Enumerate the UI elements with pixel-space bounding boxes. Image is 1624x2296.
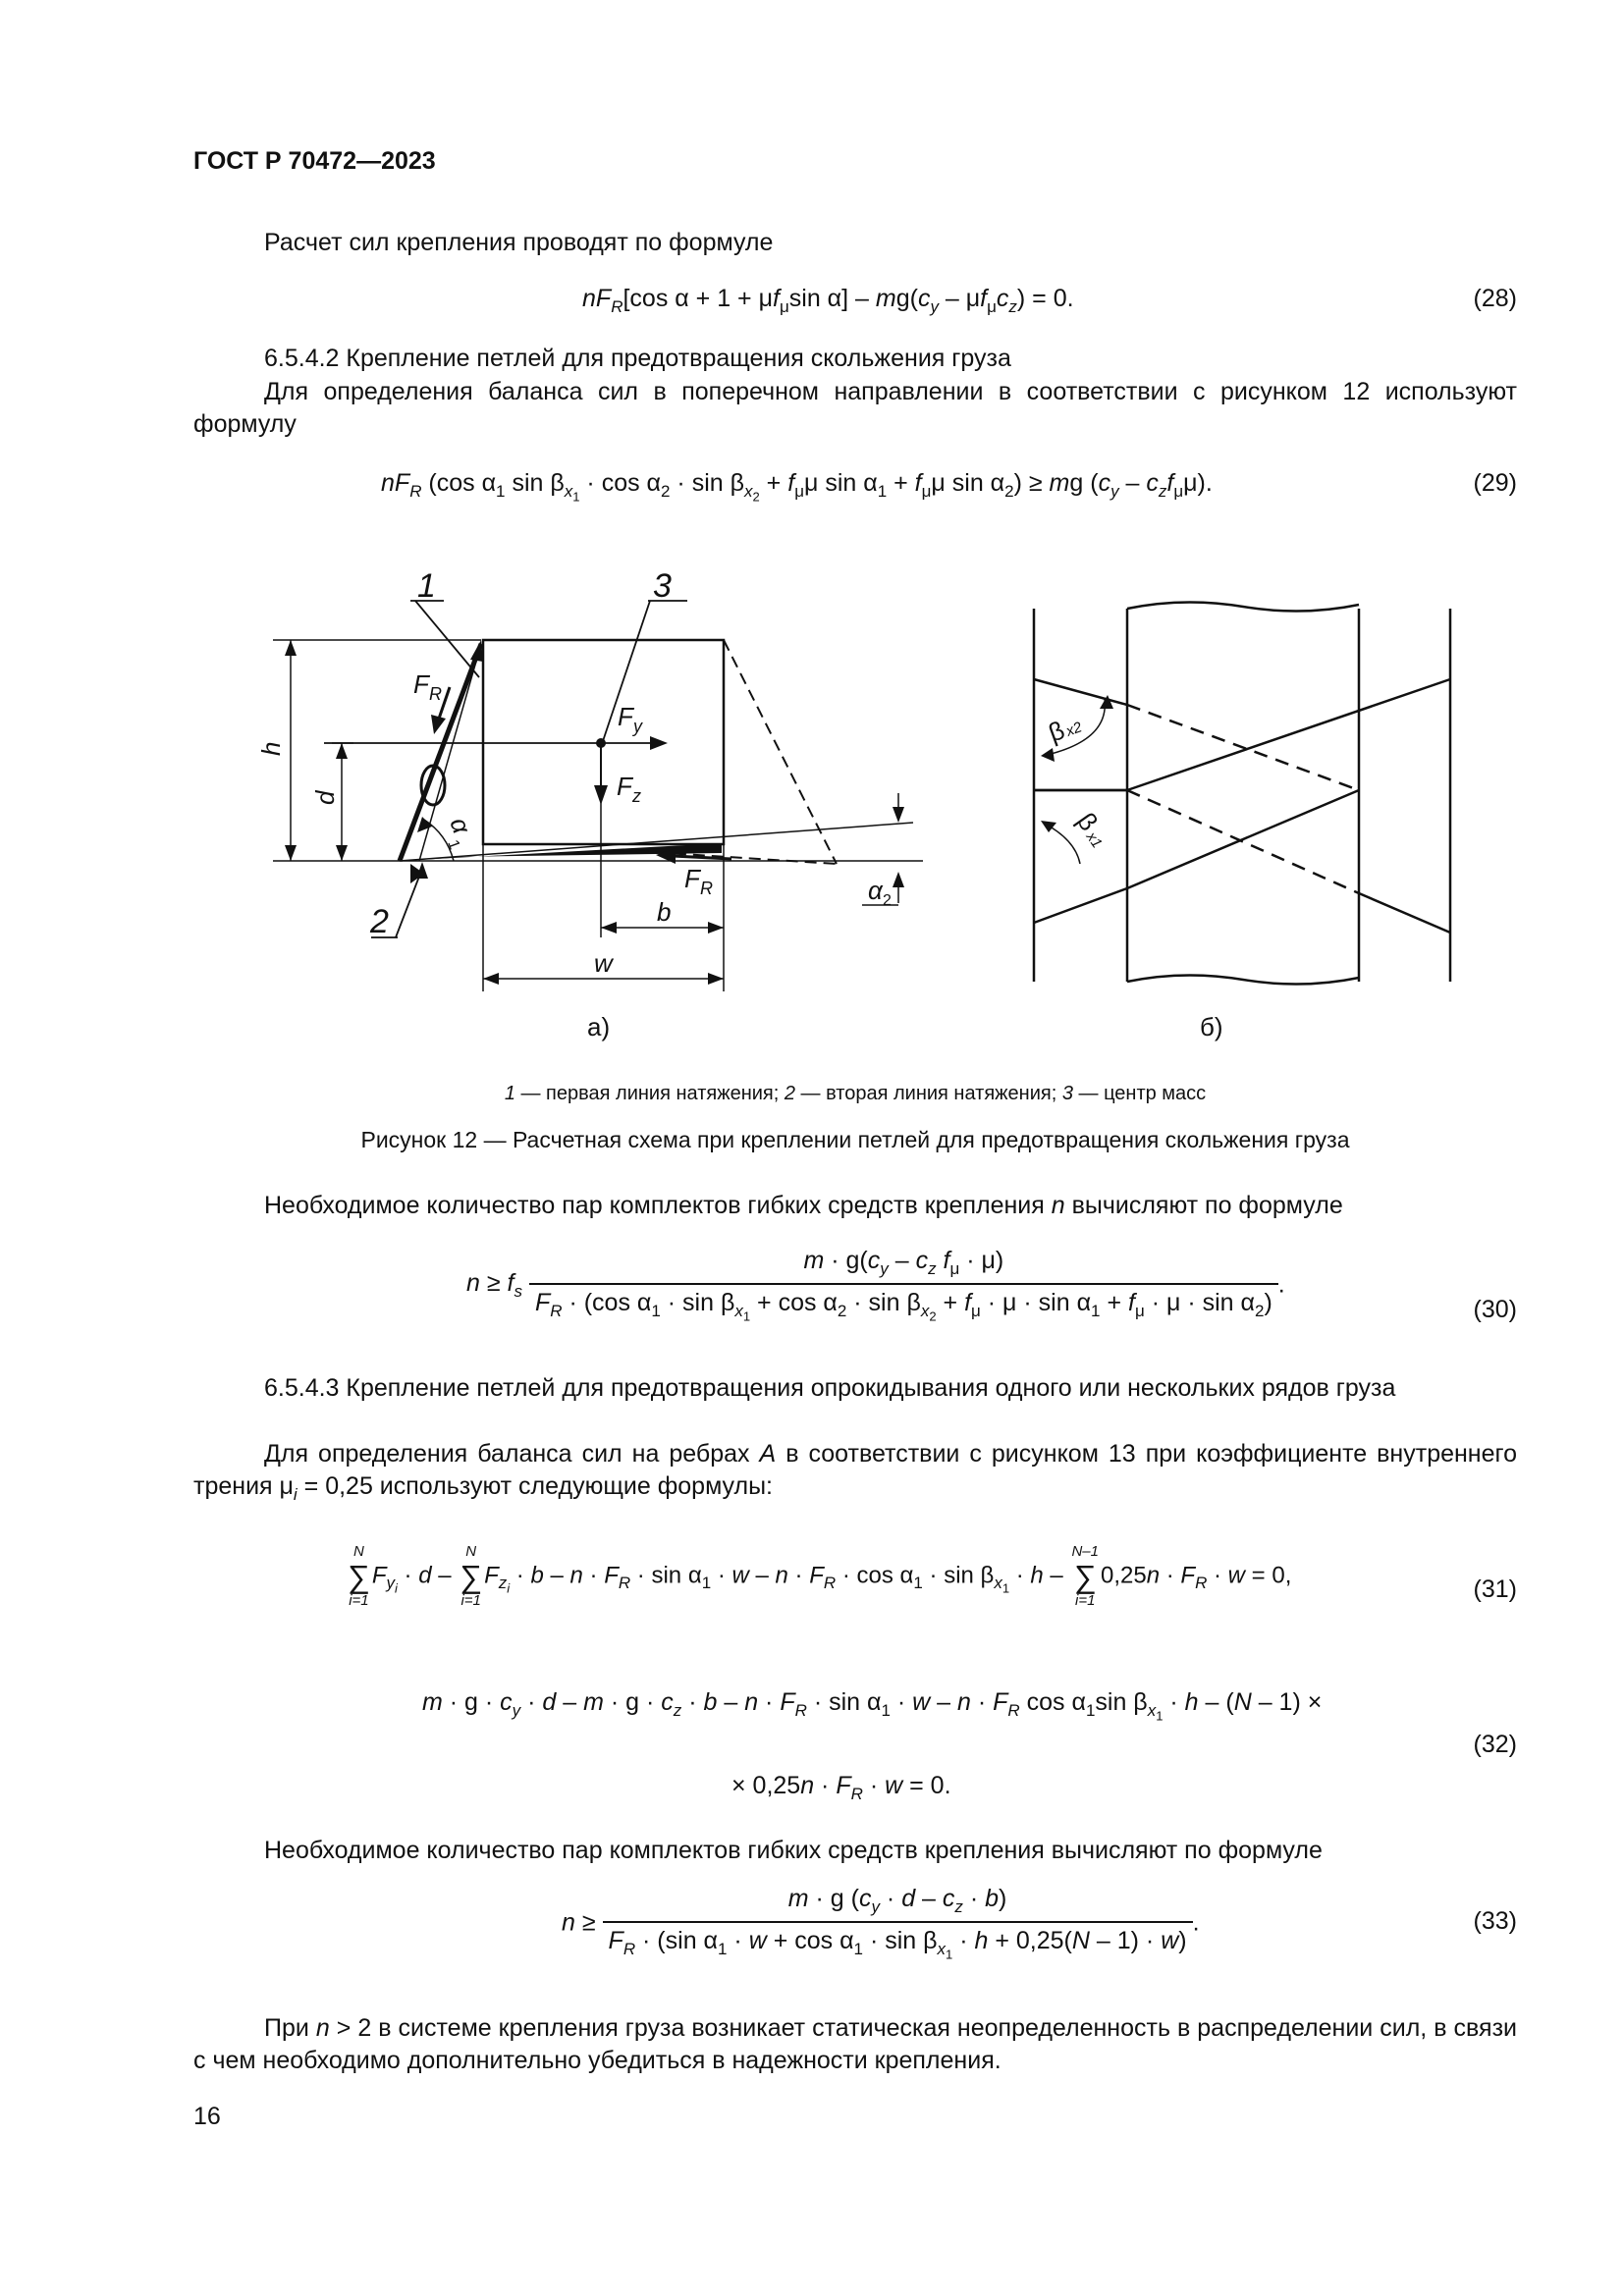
figure-caption: Рисунок 12 — Расчетная схема при креплении петлей для предотвращения скольжения груза: [360, 1127, 1350, 1152]
page-number: 16: [193, 2103, 221, 2130]
paragraph-static-indeterminacy: При n > 2 в системе крепления груза возникает статическая неопределенность в распределении сил, в связи с чем необходимо дополнительно убедиться в надежности крепления.: [193, 2014, 1517, 2074]
section-heading-6-5-4-2: 6.5.4.2 Крепление петлей для предотвращения скольжения груза: [264, 345, 1011, 372]
label-fr-top: F: [413, 669, 429, 699]
label-alpha2: α: [868, 876, 883, 905]
document-header: ГОСТ Р 70472—2023: [193, 147, 436, 175]
label-beta-x2-sub: x2: [1063, 719, 1085, 740]
paragraph-n-pairs: Необходимое количество пар комплектов гибких средств крепления n вычисляют по формуле: [264, 1192, 1343, 1219]
label-fr-bottom: F: [684, 864, 700, 893]
label-fy-sub: y: [633, 717, 642, 736]
equation-number-28: (28): [1473, 285, 1517, 312]
equation-32-line-1: $m \cdot g \cdot c_y \cdot d - m \cdot g \cdot c_z \cdot b - n \cdot F_R \cdot \sin \alpha_1 \cdot w - n \cdot F_R$ $\cos \alpha_1\sin$ $\beta_{x_1} \cdot h - (N - 1)$ ×: [422, 1688, 1323, 1724]
equation-number-33: (33): [1473, 1907, 1517, 1935]
label-1: 1: [417, 567, 436, 605]
section-heading-6-5-4-3: 6.5.4.3 Крепление петлей для предотвращения опрокидывания одного или нескольких рядов груза: [264, 1374, 1396, 1402]
equation-32-line-2: × $0,25n \cdot F_R \cdot w = 0$.: [731, 1772, 951, 1803]
equation-33: n ≥ $\frac{m \cdot g (c_y \cdot d - c_z \cdot b)}{F_R \cdot (\sin \alpha_1 \cdot w + \cos \alpha_1 \cdot \sin \beta_{x_1} \cdot h + 0,25(N - 1) \cdot w)}$ .: [562, 1885, 1200, 1962]
label-alpha1-sub: 1: [444, 837, 463, 852]
label-beta-x1: β: [1071, 807, 1105, 836]
label-fr-top-sub: R: [429, 684, 442, 704]
label-h: h: [256, 741, 286, 756]
paragraph-formula-intro: Расчет сил крепления проводят по формуле: [264, 229, 774, 256]
label-beta-x2: β: [1044, 715, 1069, 748]
label-d: d: [310, 790, 340, 805]
label-alpha2-sub: 2: [883, 892, 892, 909]
label-fz: F: [617, 772, 632, 801]
label-part-b: б): [1200, 1012, 1223, 1041]
label-beta-x1-sub: x1: [1082, 828, 1106, 852]
paragraph-edge-balance: Для определения баланса сил на ребрах A в соответствии с рисунком 13 при коэффициенте внутреннего трения $\mu_i = 0,25$ используют следующие формулы:: [193, 1440, 1517, 1504]
equation-28: $nF_R[\cos$ $\alpha + 1 + \mu f_\mu\sin$ $\alpha] - mg(c_y - \mu f_\mu c_z) = 0$.: [582, 285, 1074, 316]
equation-30: $n \ge f_s$ $m \cdot g(c_y - c_z$ $f_\mu \cdot \mu$) $F_R \cdot (\cos$ $\alpha_1 \cdot \sin \beta_{x_1} + \cos \alpha_2 \cdot \sin \beta_{x_2} + f_\mu \cdot \mu \cdot \sin \alpha_1 + f_\mu \cdot \mu \cdot \sin \alpha_2$) .: [466, 1247, 1285, 1324]
figure-12-diagram: [255, 561, 1492, 1052]
label-b: b: [657, 897, 672, 927]
label-fz-sub: z: [632, 786, 641, 806]
equation-number-32: (32): [1473, 1731, 1517, 1758]
paragraph-balance-transverse: Для определения баланса сил в поперечном направлении в соответствии с рисунком 12 используют формулу: [193, 378, 1517, 438]
figure-legend: 1 — первая линия натяжения; 2 — вторая линия натяжения; 3 — центр масс: [504, 1083, 1207, 1104]
equation-number-30: (30): [1473, 1296, 1517, 1323]
label-part-a: а): [587, 1012, 611, 1041]
equation-29: $nF_R$ (cos $\alpha_1$ $\sin \beta_{x_1} \cdot \cos \alpha_2 \cdot \sin \beta_{x_2} + f_\mu\mu$ $\sin \alpha_1 + f_\mu\mu$ $\sin \alpha_2$) ≥ mg $(c_y - c_zf_\mu\mu)$.: [381, 469, 1213, 505]
equation-31: N ∑ i=1 $F_{y_i} \cdot d$ – N ∑ i=1 $F_{z_i} \cdot b - n \cdot F_R \cdot \sin \alpha_1 \cdot w - n \cdot F_R \cdot \cos \alpha_1 \cdot \sin \beta_{x_1} \cdot h$ – N–1 ∑ i=1 $0,25n \cdot F_R \cdot w = 0$,: [348, 1543, 1292, 1609]
label-w: w: [594, 948, 613, 978]
label-fr-bottom-sub: R: [700, 879, 713, 898]
equation-number-31: (31): [1473, 1575, 1517, 1603]
paragraph-n-pairs-2: Необходимое количество пар комплектов гибких средств крепления вычисляют по формуле: [264, 1837, 1323, 1864]
label-3: 3: [653, 567, 672, 605]
label-fy: F: [618, 702, 633, 731]
label-alpha1: α: [444, 813, 477, 837]
label-2: 2: [370, 903, 389, 940]
equation-number-29: (29): [1473, 469, 1517, 497]
